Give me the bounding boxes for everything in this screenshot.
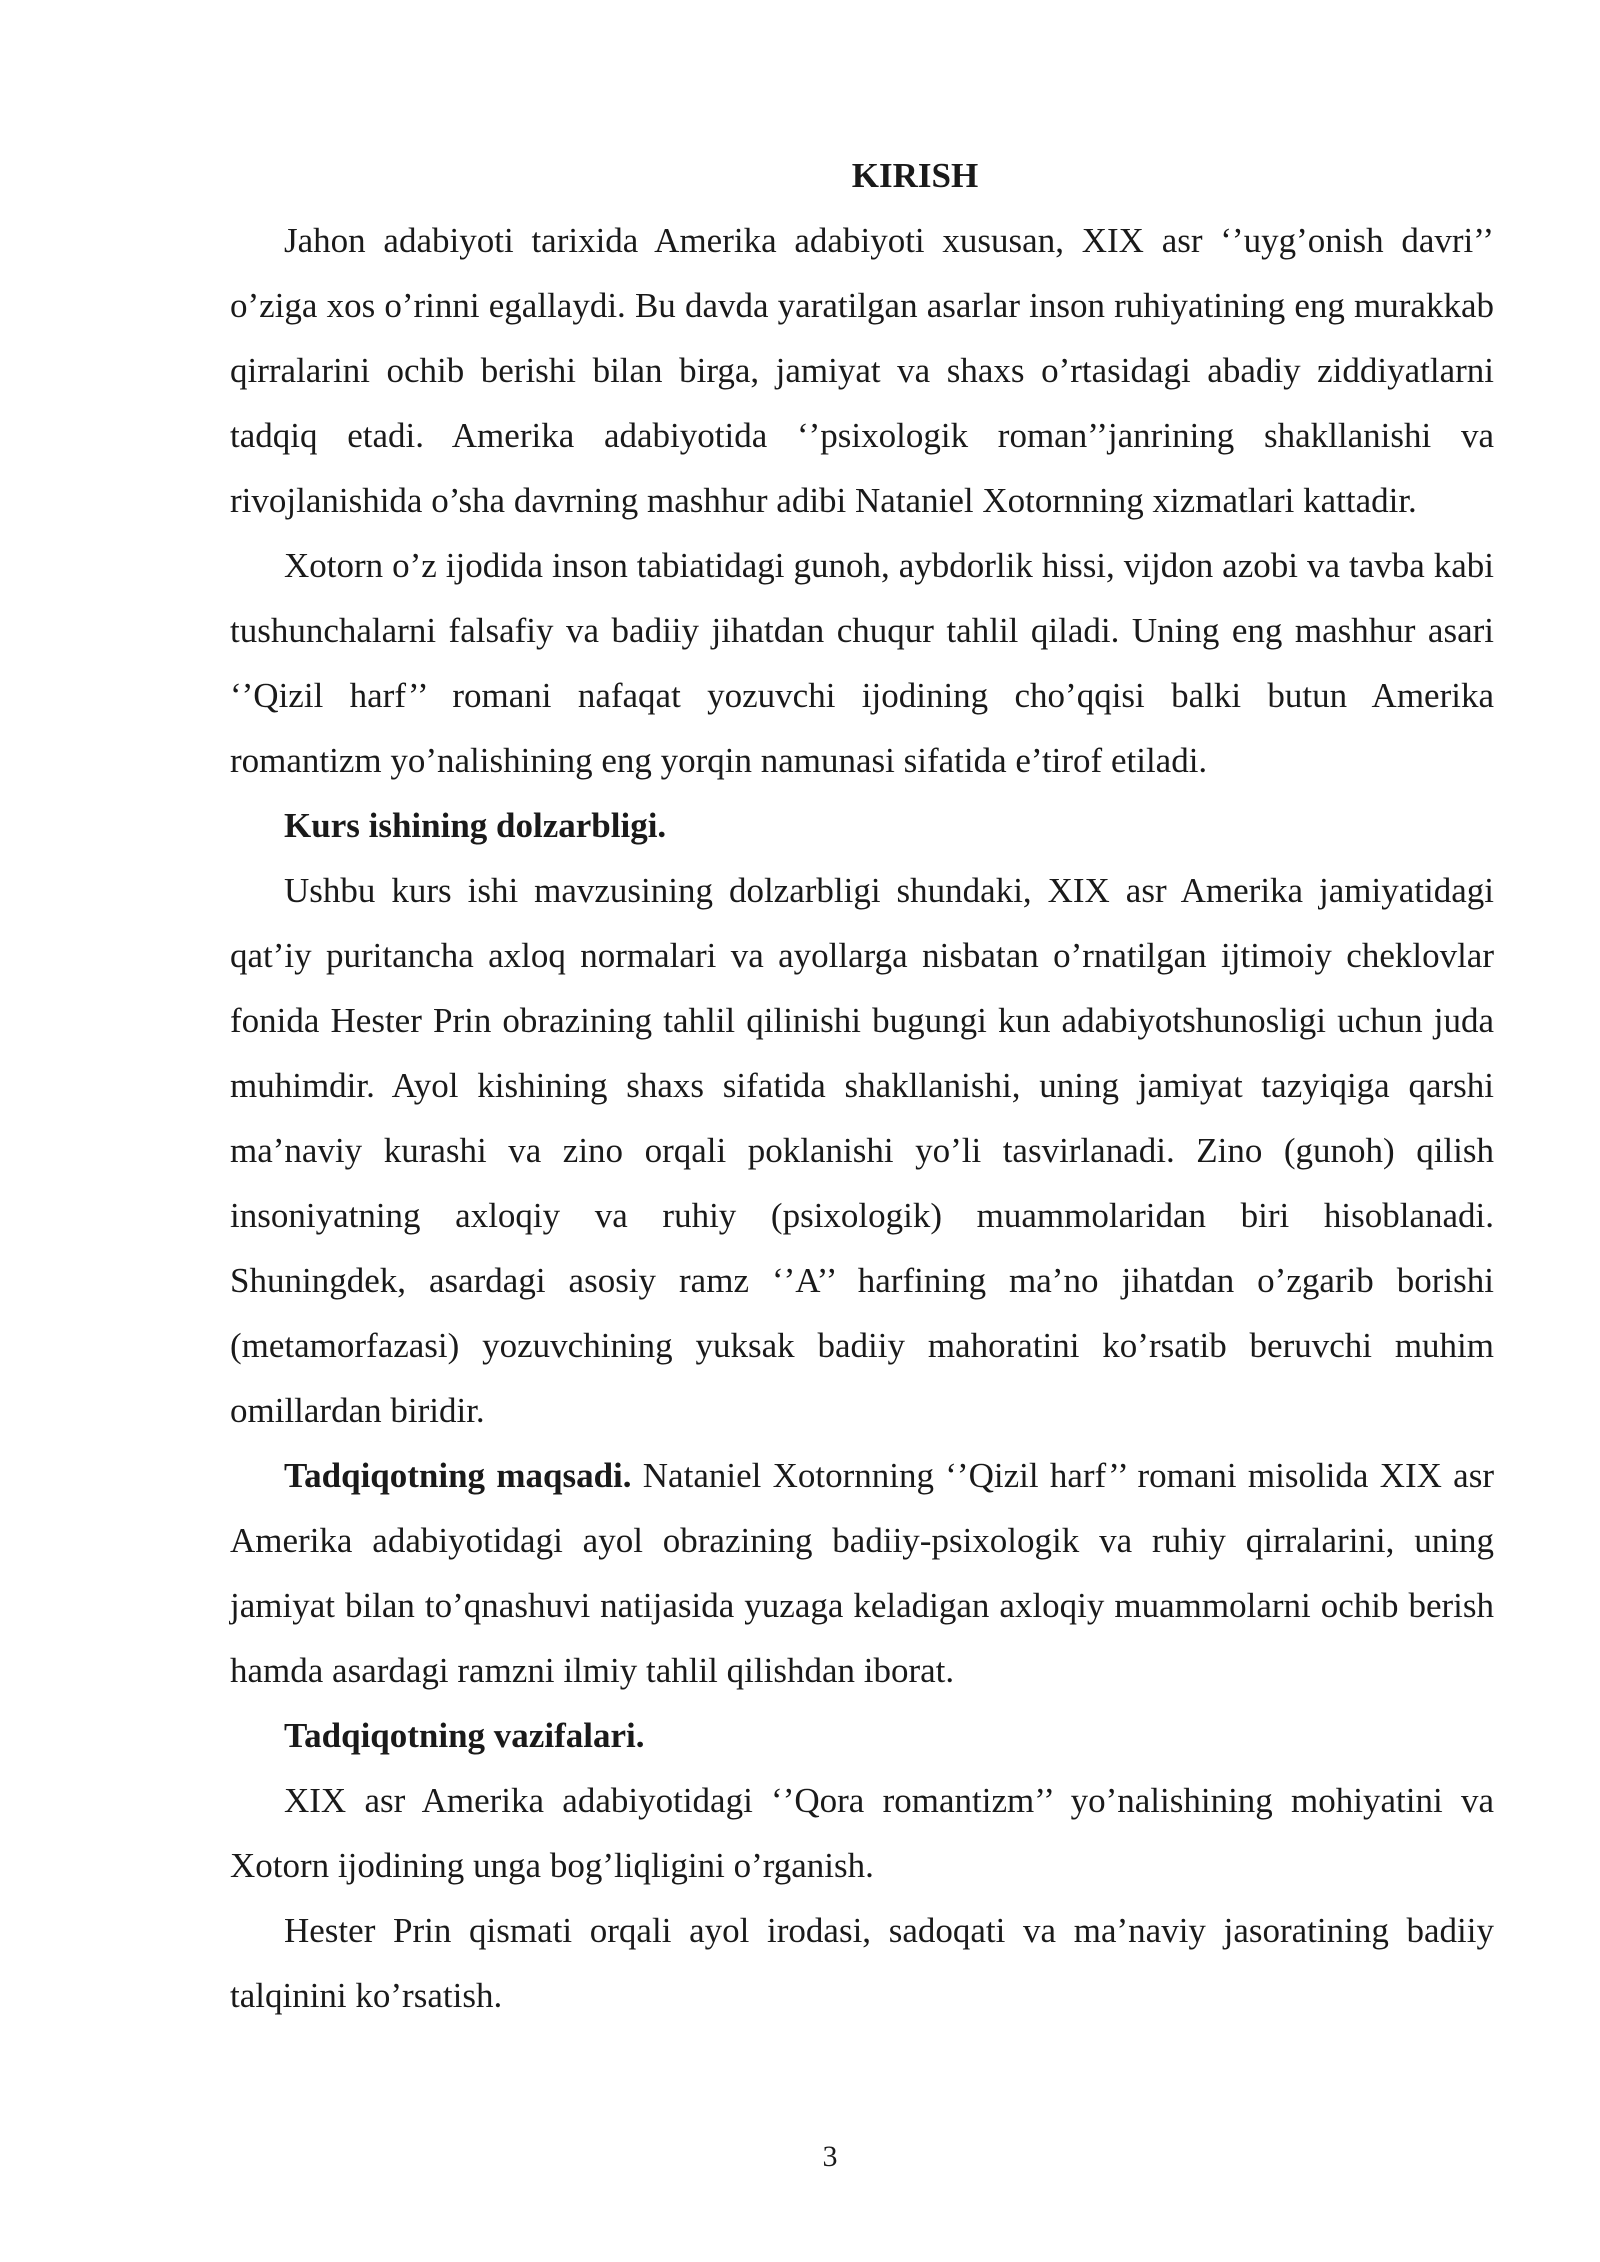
goal-text: Nataniel Xotornning ‘’Qizil harf’’ romani misolida XIX asr Amerika adabiyotidagi ayol obrazining badiiy-psixologik va ruhiy qirralarini, uning jamiyat bilan to’qnashuvi natijasida yuzaga keladigan axloqiy muammolarni ochib berish hamda asardagi ramzni ilmiy tahlil qilishdan iborat. — [230, 1456, 1494, 1690]
page-number: 3 — [822, 2140, 838, 2173]
task-paragraph-1: XIX asr Amerika adabiyotidagi ‘’Qora romantizm’’ yo’nalishining mohiyatini va Xotorn ijodining unga bog’liqligini o’rganish. — [230, 1781, 1494, 1885]
tasks-heading: Tadqiqotning vazifalari. — [284, 1716, 645, 1755]
relevance-heading: Kurs ishining dolzarbligi. — [284, 806, 667, 845]
intro-paragraph-2: Xotorn o’z ijodida inson tabiatidagi gunoh, aybdorlik hissi, vijdon azobi va tavba kabi tushunchalarni falsafiy va badiiy jihatdan chuqur tahlil qiladi. Uning eng mashhur asari ‘’Qizil harf’’ romani nafaqat yozuvchi ijodining cho’qqisi balki butun Amerika romantizm yo’nalishining eng yorqin namunasi sifatida e’tirof etiladi. — [230, 546, 1494, 780]
page-title: KIRISH — [851, 156, 979, 195]
goal-paragraph — [230, 1443, 1494, 1703]
intro-paragraph-1: Jahon adabiyoti tarixida Amerika adabiyoti xususan, XIX asr ‘’uyg’onish davri’’ o’ziga xos o’rinni egallaydi. Bu davda yaratilgan asarlar inson ruhiyatining eng murakkab qirralarini ochib berishi bilan birga, jamiyat va shaxs o’rtasidagi abadiy ziddiyatlarni tadqiq etadi. Amerika adabiyotida ‘’psixologik roman’’janrining shakllanishi va rivojlanishida o’sha davrning mashhur adibi Nataniel Xotornning xizmatlari kattadir. — [230, 221, 1494, 520]
goal-label: Tadqiqotning maqsadi. — [284, 1456, 632, 1495]
relevance-paragraph: Ushbu kurs ishi mavzusining dolzarbligi shundaki, XIX asr Amerika jamiyatidagi qat’iy puritancha axloq normalari va ayollarga nisbatan o’rnatilgan ijtimoiy cheklovlar fonida Hester Prin obrazining tahlil qilinishi bugungi kun adabiyotshunosligi uchun juda muhimdir. Ayol kishining shaxs sifatida shakllanishi, uning jamiyat tazyiqiga qarshi ma’naviy kurashi va zino orqali poklanishi yo’li tasvirlanadi. Zino (gunoh) qilish insoniyatning axloqiy va ruhiy (psixologik) muammolaridan biri hisoblanadi. Shuningdek, asardagi asosiy ramz ‘’A’’ harfining ma’no jihatdan o’zgarib borishi (metamorfazasi) yozuvchining yuksak badiiy mahoratini ko’rsatib beruvchi muhim omillardan biridir. — [230, 871, 1494, 1430]
task-paragraph-2: Hester Prin qismati orqali ayol irodasi, sadoqati va ma’naviy jasoratining badiiy talqinini ko’rsatish. — [230, 1911, 1494, 2015]
document-page — [230, 148, 1494, 2028]
